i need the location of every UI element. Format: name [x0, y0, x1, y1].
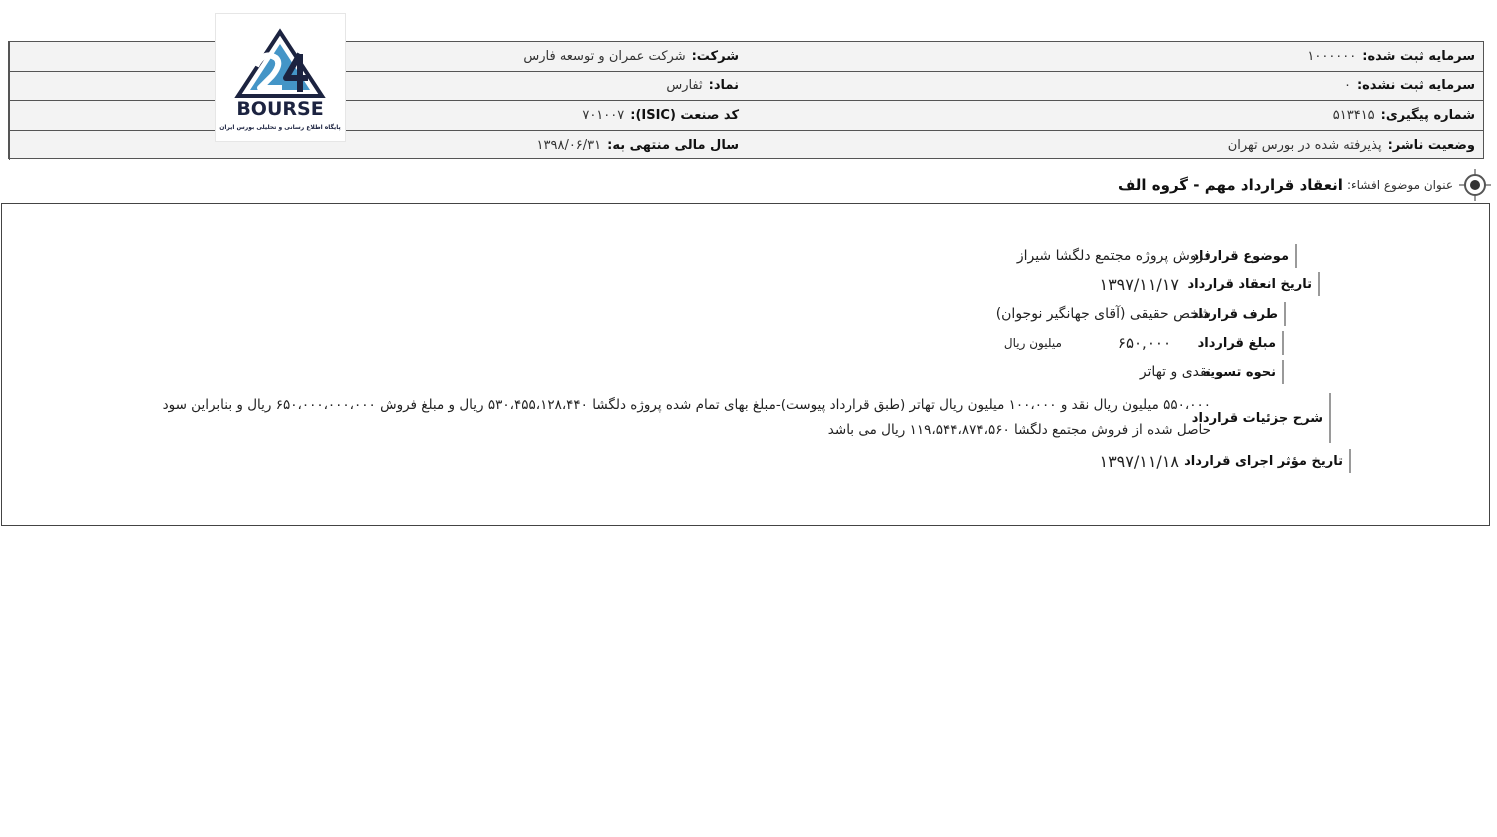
logo-brand-text: BOURSE	[236, 98, 324, 120]
bourse-logo	[215, 13, 346, 142]
contract-settlement-value: نقدی و تهاتر	[1139, 364, 1211, 380]
contract-date-value: ۱۳۹۷/۱۱/۱۷	[1099, 274, 1179, 294]
publisher-status-cell	[747, 131, 1483, 161]
unregistered-capital-label: سرمایه ثبت نشده:	[1356, 78, 1475, 94]
disclosure-title	[1118, 170, 1491, 200]
disclosure-title-label: عنوان موضوع افشاء:	[1346, 178, 1453, 192]
contract-amount-label: مبلغ قرارداد	[1215, 331, 1284, 355]
isic-value: ۷۰۱۰۰۷	[582, 107, 625, 123]
publisher-status-value: پذیرفته شده در بورس تهران	[1227, 137, 1382, 153]
contract-party-label: طرف قرارداد	[1215, 302, 1286, 326]
fiscal-year-value: ۱۳۹۸/۰۶/۳۱	[536, 137, 602, 153]
fiscal-year-label: سال مالی منتهی به:	[607, 137, 739, 153]
unregistered-capital-value: ۰	[1343, 78, 1351, 94]
company-cell	[9, 42, 747, 71]
contract-settlement-row	[1140, 360, 1284, 384]
tracking-label: شماره پیگیری:	[1380, 107, 1475, 123]
contract-subject-label: موضوع قرارداد	[1215, 244, 1297, 268]
company-value: شرکت عمران و توسعه فارس	[523, 48, 686, 64]
bourse-logo-icon	[216, 14, 345, 141]
tracking-cell	[747, 101, 1483, 130]
contract-effective-date-label: تاریخ مؤثر اجرای قرارداد	[1215, 449, 1351, 473]
registered-capital-label: سرمایه ثبت شده:	[1362, 48, 1475, 64]
contract-effective-date-value: ۱۳۹۷/۱۱/۱۸	[1099, 451, 1179, 471]
isic-cell	[9, 101, 747, 130]
contract-details-row	[130, 393, 1331, 443]
contract-date-label: تاریخ انعقاد قرارداد	[1215, 272, 1320, 296]
tracking-value: ۵۱۳۴۱۵	[1332, 107, 1375, 123]
symbol-label: نماد:	[708, 78, 739, 94]
contract-details-value: ۵۵۰،۰۰۰ میلیون ریال نقد و ۱۰۰،۰۰۰ میلیون ریال تهاتر (طبق قرارداد پیوست)-مبلغ بهای تمام شده پروژه دلگشا ۵۳۰،۴۵۵،۱۲۸،۴۴۰ ریال و مبلغ فروش ۶۵۰،۰۰۰،۰۰۰،۰۰۰ ریال و بنابراین سود حاصل شده از فروش مجتمع دلگشا ۱۱۹،۵۴۴،۸۷۴،۵۶۰ ریال می باشد	[162, 397, 1211, 438]
disclosure-title-value: انعقاد قرارداد مهم - گروه الف	[1117, 176, 1343, 194]
contract-party-value: شخص حقیقی (آقای جهانگیر نوجوان)	[995, 306, 1211, 322]
contract-subject-value: فروش پروژه مجتمع دلگشا شیراز	[1016, 248, 1211, 264]
target-icon	[1459, 169, 1491, 201]
isic-label: کد صنعت (ISIC):	[630, 107, 739, 123]
contract-details-label: شرح جزئیات قرارداد	[1215, 393, 1331, 443]
publisher-status-label: وضعیت ناشر:	[1387, 137, 1475, 153]
contract-effective-date-row	[1099, 449, 1351, 473]
company-label: شرکت:	[691, 48, 739, 64]
contract-amount-unit: میلیون ریال	[1003, 336, 1062, 350]
unregistered-capital-cell	[747, 72, 1483, 101]
contract-subject-row	[1017, 244, 1297, 268]
registered-capital-value: ۱۰۰۰۰۰۰	[1307, 48, 1357, 64]
symbol-cell	[9, 72, 747, 101]
contract-amount-row	[1004, 331, 1284, 355]
fiscal-year-cell	[9, 131, 747, 161]
contract-party-row	[996, 302, 1286, 326]
logo-tagline-text: پایگاه اطلاع رسانی و تحلیلی بورس ایران	[219, 124, 341, 131]
contract-amount-value: ۶۵۰,۰۰۰	[1117, 334, 1171, 352]
contract-date-row	[1099, 272, 1320, 296]
registered-capital-cell	[747, 42, 1483, 71]
contract-details-box	[1, 203, 1490, 526]
symbol-value: ثفارس	[666, 78, 703, 94]
contract-settlement-label: نحوه تسویه	[1215, 360, 1284, 384]
